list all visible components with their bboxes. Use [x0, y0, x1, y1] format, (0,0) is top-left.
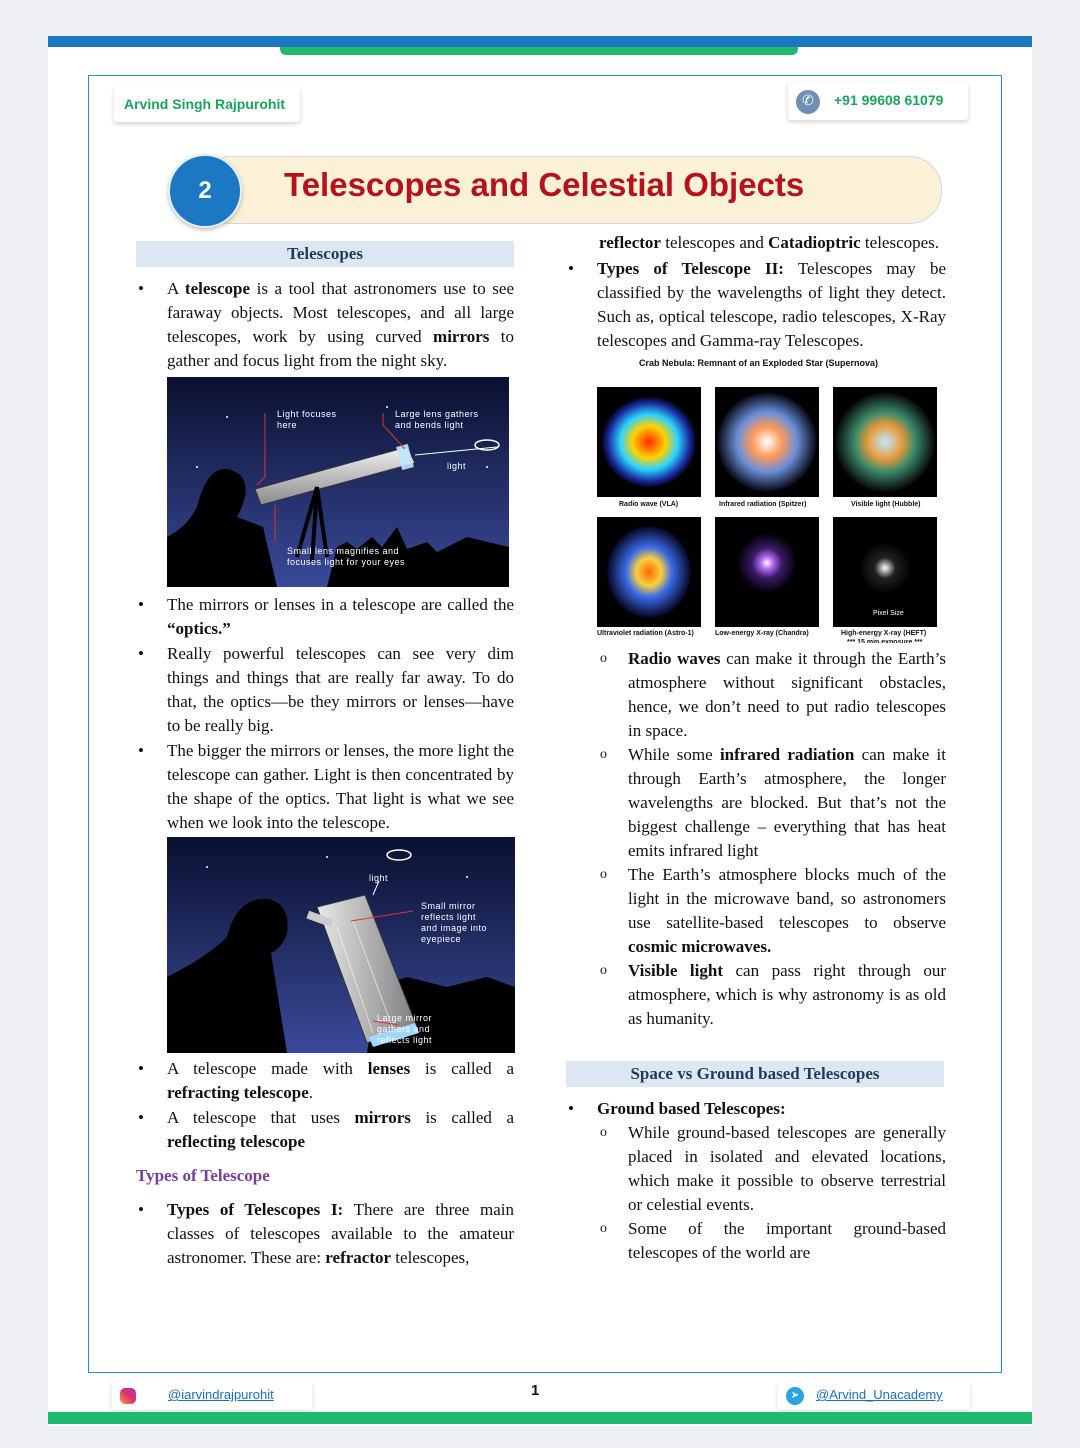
chapter-title: Telescopes and Celestial Objects [284, 166, 805, 203]
telegram-link[interactable]: @Arvind_Unacademy [816, 1387, 943, 1402]
text-bold: refractor [325, 1248, 392, 1267]
fig-label: Large mirror [377, 1013, 433, 1023]
text: . [308, 1083, 314, 1102]
telegram-chip[interactable] [778, 1382, 970, 1410]
fig-label: Small lens magnifies and [287, 546, 400, 556]
section-heading-space-vs-ground: Space vs Ground based Telescopes [566, 1061, 944, 1087]
reflecting-telescope-figure [167, 837, 515, 1053]
fig-label: eyepiece [421, 934, 462, 944]
text: can make it through Earth’s atmosphere, the longer wavelengths are blocked. But that’s not the biggest challenge – everything that has heat emits infrared light [628, 745, 947, 860]
list-item [136, 1057, 514, 1105]
text-bold: Catadioptric [768, 233, 861, 252]
text: is a tool that astronomers use to see faraway objects. Most telescopes, and all large telescopes, work by using curved [167, 279, 514, 346]
text: is called a [410, 1059, 515, 1078]
crab-nebula-figure [597, 353, 947, 643]
text: Telescopes may be classified by the wavelengths of light they detect. Such as, optical telescope, radio telescopes, X-Ray telescopes and Gamma-ray Telescopes. [597, 259, 946, 350]
fig-label: Small mirror [421, 901, 476, 911]
text-bold: telescope [184, 279, 251, 298]
text: telescopes and [660, 233, 769, 252]
sub-list-item [566, 743, 946, 863]
fig-label: light [447, 461, 467, 471]
text: While some [628, 745, 720, 764]
text-bold: reflector [599, 233, 661, 252]
fig-label: here [277, 420, 298, 430]
nebula-caption: High-energy X-ray (HEFT) [841, 630, 927, 637]
text: The mirrors or lenses in a telescope are called the [167, 595, 514, 614]
text-bold: mirrors [433, 327, 490, 346]
top-blue-bar [48, 36, 1032, 47]
text: The Earth’s atmosphere blocks much of the light in the microwave band, so astronomers use satellite-based telescopes to observe [628, 865, 946, 932]
text-bold: mirrors [354, 1108, 411, 1127]
right-column [566, 231, 946, 1265]
phone-chip [788, 82, 968, 120]
text-bold: Types of Telescopes I: [167, 1200, 344, 1219]
text-bold: infrared radiation [719, 745, 855, 764]
continued-paragraph [566, 231, 946, 255]
fig-label: and image into [421, 923, 488, 933]
types-of-telescope-heading: Types of Telescope [136, 1166, 270, 1185]
text-bold: lenses [367, 1059, 411, 1078]
section-heading-telescopes: Telescopes [136, 241, 514, 267]
document-page [48, 36, 1032, 1426]
nebula-exposure: *** 15 min exposure *** [847, 639, 923, 643]
fig-label: Light focuses [277, 409, 337, 419]
text-bold: Radio waves [628, 649, 721, 668]
text: can make it through the Earth’s atmosphere without significant obstacles, hence, we don’t need to put radio telescopes in space. [628, 649, 946, 740]
text: There are three main classes of telescopes available to the amateur astronomer. These are: [167, 1200, 514, 1267]
nebula-caption: Ultraviolet radiation (Astro-1) [597, 630, 694, 637]
page-number: 1 [531, 1382, 540, 1399]
list-item [136, 593, 514, 641]
text: can pass right through our atmosphere, which is why astronomy is as old as humanity. [628, 961, 946, 1028]
list-item [136, 1106, 514, 1154]
bottom-green-bar [48, 1412, 1032, 1424]
text-bold: “optics.” [167, 619, 231, 638]
nebula-caption: Radio wave (VLA) [619, 501, 679, 508]
text: to gather and focus light from the night sky. [167, 327, 514, 370]
text-bold: Types of Telescope II: [597, 259, 784, 278]
sub-list-item: o While ground-based telescopes are generally placed in isolated and elevated locations, which make it possible to observe terrestrial or celestial events. [566, 1121, 946, 1217]
fig-label: and bends light [395, 420, 464, 430]
nebula-title: Crab Nebula: Remnant of an Exploded Star (Supernova) [639, 358, 879, 368]
telegram-icon: ➤ [786, 1387, 804, 1405]
text-bold: cosmic microwaves. [628, 937, 772, 956]
list-item [566, 1097, 946, 1121]
text: A [167, 279, 185, 298]
nebula-caption: Infrared radiation (Spitzer) [719, 501, 807, 508]
text: telescopes, [391, 1248, 470, 1267]
author-name: Arvind Singh Rajpurohit [124, 96, 285, 112]
sub-list-item [566, 959, 946, 1031]
text-bold: refracting telescope [167, 1083, 309, 1102]
list-item [136, 1198, 514, 1270]
instagram-icon [120, 1388, 136, 1404]
fig-label: reflects light [421, 912, 477, 922]
text: A telescope that uses [167, 1108, 355, 1127]
list-item [566, 257, 946, 353]
text: is called a [410, 1108, 514, 1127]
fig-label: reflects light [377, 1035, 433, 1045]
text-bold: reflecting telescope [167, 1132, 305, 1151]
fig-label: gathers and [377, 1024, 431, 1034]
instagram-chip[interactable] [112, 1382, 312, 1410]
instagram-link[interactable]: @iarvindrajpurohit [168, 1387, 274, 1402]
text: A telescope made with [167, 1059, 368, 1078]
chapter-number: 2 [168, 154, 242, 228]
pixel-size-label: Pixel Size [873, 610, 904, 617]
nebula-caption: Low-energy X-ray (Chandra) [715, 630, 809, 637]
fig-label: Large lens gathers [395, 409, 479, 419]
text: telescopes. [860, 233, 940, 252]
top-green-bar [280, 47, 798, 55]
left-column [136, 241, 514, 1270]
list-item: • Really powerful telescopes can see very dim things and things that are really far away. To do that, the optics—be they mirrors or lenses—have to be really big. [136, 642, 514, 738]
list-item: • The bigger the mirrors or lenses, the more light the telescope can gather. Light is then concentrated by the shape of the optics. That light is what we see when we look into the telescope. [136, 739, 514, 835]
sub-list-item [566, 647, 946, 743]
fig-label: focuses light for your eyes [287, 557, 406, 567]
phone-number: +91 99608 61079 [834, 92, 944, 108]
sub-list-item [566, 863, 946, 959]
text-bold: Visible light [628, 961, 723, 980]
author-chip [114, 86, 300, 122]
phone-icon: ✆ [796, 90, 820, 114]
sub-list-item: o Some of the important ground-based telescopes of the world are [566, 1217, 946, 1265]
text-bold: Ground based Telescopes: [597, 1099, 786, 1118]
nebula-caption: Visible light (Hubble) [851, 501, 921, 508]
refracting-telescope-figure [167, 377, 509, 587]
list-item [136, 277, 514, 373]
fig-label: light [369, 873, 389, 883]
